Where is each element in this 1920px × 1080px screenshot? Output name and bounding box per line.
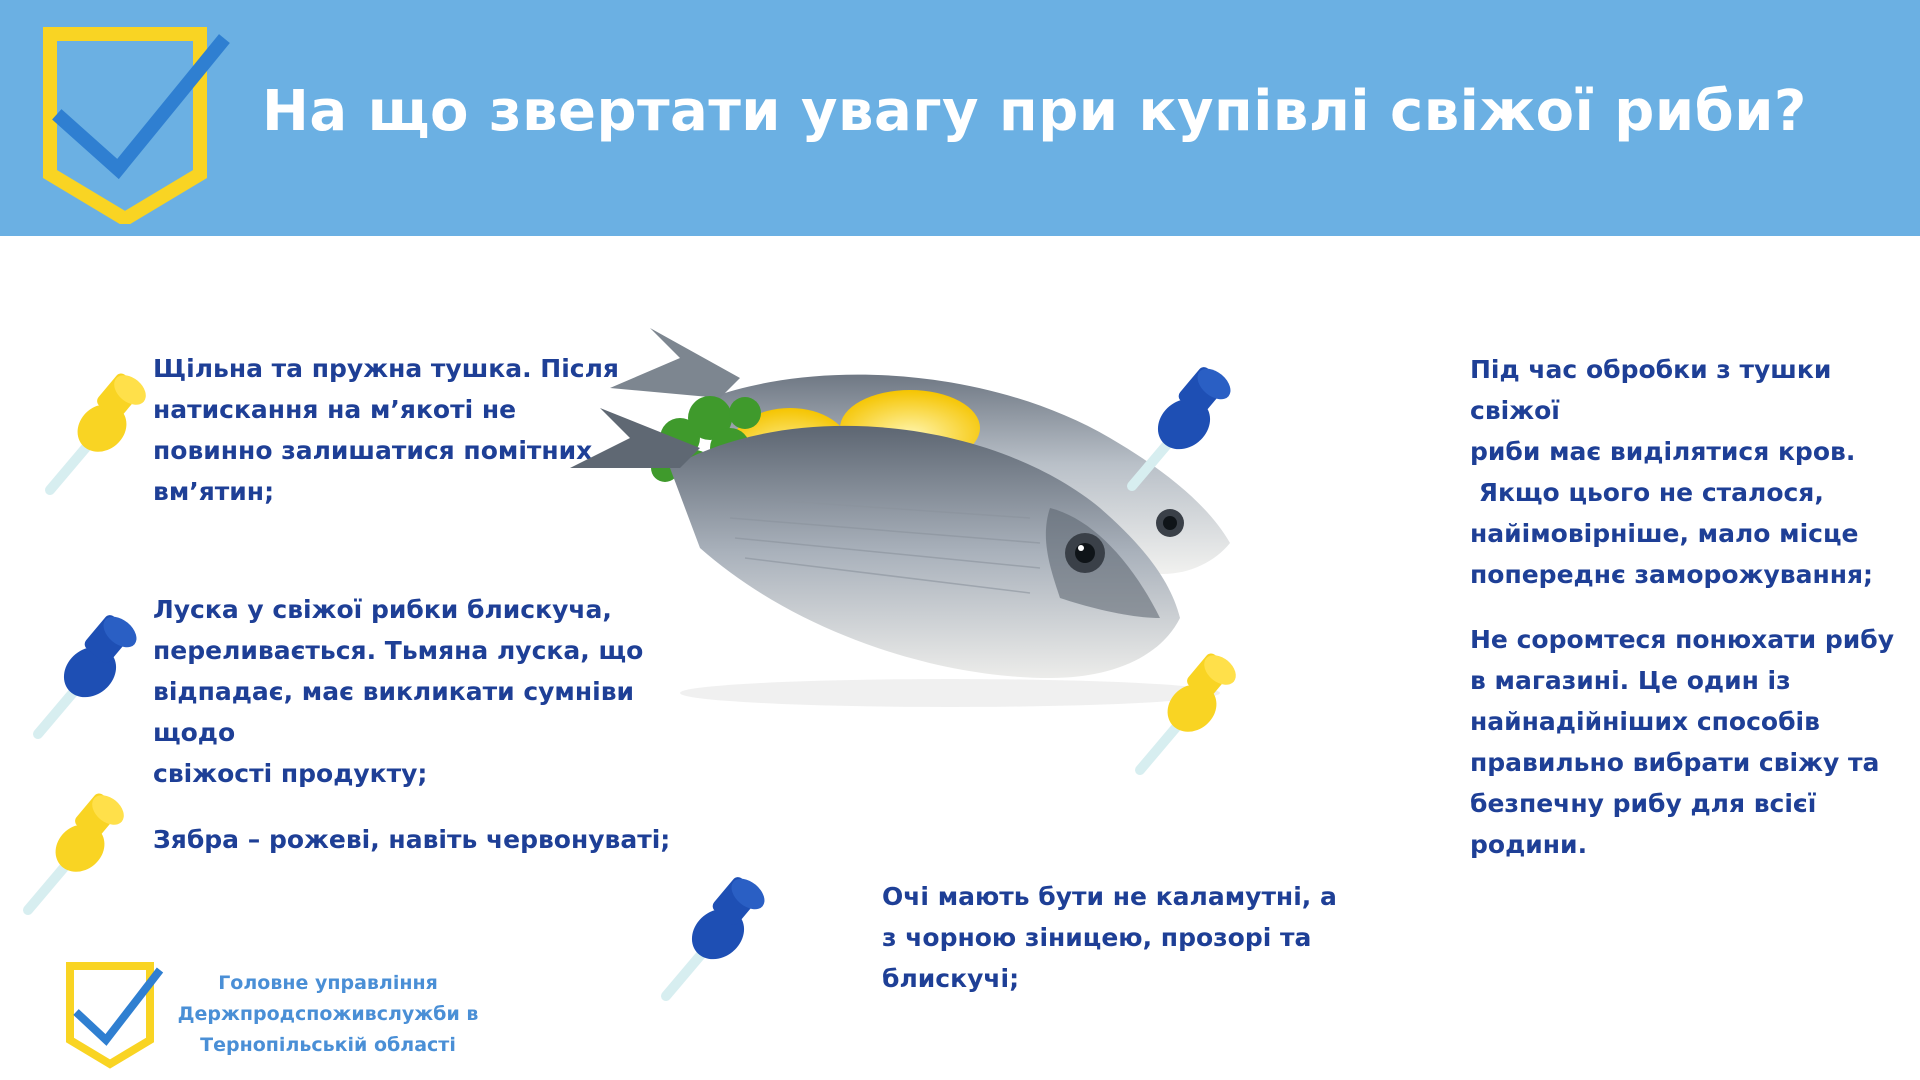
tip-line: правильно вибрати свіжу та (1470, 748, 1880, 777)
tip-line: безпечну рибу для всієї (1470, 789, 1817, 818)
tip-line: натискання на м’якоті не (153, 395, 517, 424)
yellow-pushpin-icon (20, 788, 130, 918)
tip-line: Під час обробки з тушки свіжої (1470, 355, 1832, 425)
tip-line: Якщо цього не сталося, (1470, 478, 1824, 507)
tip-line: Не соромтеся понюхати рибу (1470, 625, 1894, 654)
tip-line: вм’ятин; (153, 477, 275, 506)
tip-line: риби має виділятися кров. (1470, 437, 1856, 466)
tip-line: попереднє заморожування; (1470, 560, 1874, 589)
org-line: Держпродспоживслужби в (177, 1003, 479, 1025)
org-line: Тернопільській області (200, 1034, 456, 1056)
shield-checkmark-icon (40, 24, 230, 224)
tip-line: відпадає, має викликати сумніви щодо (153, 677, 635, 747)
tip-line: в магазині. Це один із (1470, 666, 1791, 695)
tip-line: Зябра – рожеві, навіть червонуваті; (153, 825, 671, 854)
page-title: На що звертати увагу при купівлі свіжої риби? (262, 79, 1807, 144)
tip-line: родини. (1470, 830, 1588, 859)
tip-gills (153, 819, 713, 860)
blue-pushpin-icon (30, 610, 140, 740)
blue-pushpin-icon (658, 872, 768, 1002)
tip-line: найнадійніших способів (1470, 707, 1820, 736)
header-banner (0, 0, 1920, 236)
yellow-pushpin-icon (1132, 648, 1242, 778)
tip-smell (1470, 619, 1910, 865)
shield-checkmark-icon (64, 960, 164, 1070)
tip-line: найімовірніше, мало місце (1470, 519, 1859, 548)
tip-line: блискучі; (882, 964, 1020, 993)
tip-blood (1470, 349, 1910, 595)
tip-line: Луска у свіжої рибки блискуча, (153, 595, 612, 624)
tip-line: з чорною зіницею, прозорі та (882, 923, 1312, 952)
tip-eyes (882, 876, 1442, 999)
organization-name (168, 968, 488, 1061)
tip-line: свіжості продукту; (153, 759, 428, 788)
org-line: Головне управління (218, 972, 438, 994)
yellow-pushpin-icon (42, 368, 152, 498)
tip-line: переливається. Тьмяна луска, що (153, 636, 644, 665)
blue-pushpin-icon (1124, 362, 1234, 492)
tip-line: Щільна та пружна тушка. Після (153, 354, 619, 383)
tip-line: Очі мають бути не каламутні, а (882, 882, 1337, 911)
tip-line: повинно залишатися помітних (153, 436, 593, 465)
